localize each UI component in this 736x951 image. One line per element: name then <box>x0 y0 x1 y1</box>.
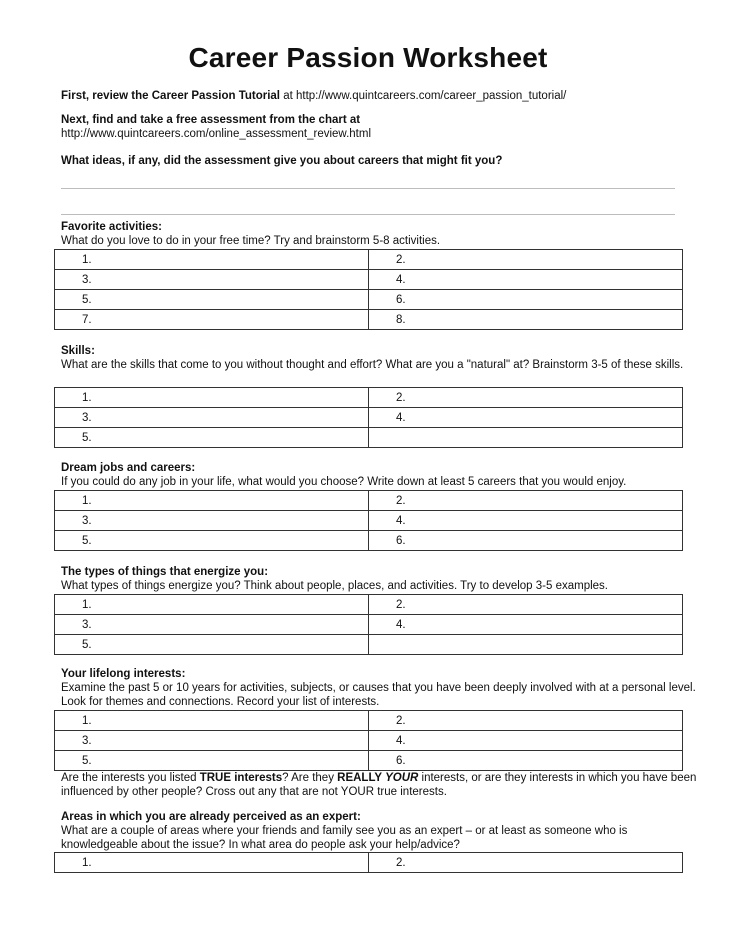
answer-line-1[interactable] <box>61 188 675 189</box>
table-cell[interactable]: 4. <box>369 511 683 531</box>
section-heading-favorite-activities: Favorite activities: <box>61 221 162 233</box>
lifelong-interests-table <box>54 710 683 771</box>
table-cell[interactable]: 4. <box>369 731 683 751</box>
table-row <box>55 615 683 635</box>
intro-first-bold: First, review the Career Passion Tutorial <box>61 90 280 102</box>
table-cell[interactable]: 4. <box>369 408 683 428</box>
page-title: Career Passion Worksheet <box>188 42 548 73</box>
table-cell[interactable]: 3. <box>55 615 369 635</box>
table-cell[interactable]: 6. <box>369 531 683 551</box>
table-cell[interactable]: 5. <box>55 290 369 310</box>
table-row <box>55 270 683 290</box>
table-cell[interactable]: 2. <box>369 388 683 408</box>
table-cell[interactable]: 3. <box>55 270 369 290</box>
table-cell[interactable]: 2. <box>369 853 683 873</box>
section-heading-expert: Areas in which you are already perceived as an expert: <box>61 811 361 823</box>
section-description-skills: What are the skills that come to you without thought and effort? What are you a "natural" at? Brainstorm 3-5 of these skills. <box>61 359 684 371</box>
table-row <box>55 711 683 731</box>
table-cell[interactable]: 4. <box>369 615 683 635</box>
table-row <box>55 388 683 408</box>
table-cell[interactable]: 6. <box>369 290 683 310</box>
table-cell[interactable]: 3. <box>55 511 369 531</box>
table-cell[interactable]: 2. <box>369 491 683 511</box>
table-cell[interactable] <box>369 635 683 655</box>
table-row <box>55 751 683 771</box>
table-row <box>55 408 683 428</box>
section-heading-skills: Skills: <box>61 345 95 357</box>
table-cell[interactable]: 2. <box>369 250 683 270</box>
table-cell[interactable]: 8. <box>369 310 683 330</box>
table-row <box>55 491 683 511</box>
table-row <box>55 250 683 270</box>
section-heading-dream-jobs: Dream jobs and careers: <box>61 462 196 474</box>
intro-first-line <box>61 90 566 102</box>
intro-next-url: http://www.quintcareers.com/online_assessment_review.html <box>61 128 372 140</box>
intro-first-rest: at http://www.quintcareers.com/career_passion_tutorial/ <box>280 90 567 102</box>
table-row <box>55 731 683 751</box>
dream-jobs-table <box>54 490 683 551</box>
table-cell[interactable]: 3. <box>55 408 369 428</box>
table-cell[interactable]: 4. <box>369 270 683 290</box>
table-cell[interactable]: 7. <box>55 310 369 330</box>
table-cell[interactable]: 5. <box>55 751 369 771</box>
table-row <box>55 310 683 330</box>
table-cell[interactable]: 2. <box>369 595 683 615</box>
table-cell[interactable]: 1. <box>55 250 369 270</box>
section-description-energize: What types of things energize you? Think about people, places, and activities. Try to develop 3-5 examples. <box>61 580 608 592</box>
table-cell[interactable]: 1. <box>55 853 369 873</box>
table-row <box>55 531 683 551</box>
assessment-question: What ideas, if any, did the assessment give you about careers that might fit you? <box>61 155 503 167</box>
section-description-lifelong-interests: Examine the past 5 or 10 years for activities, subjects, or causes that you have been deeply involved with at a personal level. Look for themes and connections. Record your list of interests. <box>61 682 696 708</box>
table-row <box>55 853 683 873</box>
table-cell[interactable]: 5. <box>55 428 369 448</box>
table-cell[interactable]: 3. <box>55 731 369 751</box>
interests-note: Are the interests you listed TRUE interests? Are they REALLY YOUR interests, or are they interests in which you have been influenced by other people? Cross out any that are not YOUR true interests. <box>61 772 697 798</box>
answer-line-2[interactable] <box>61 214 675 215</box>
intro-next-line: Next, find and take a free assessment from the chart at <box>61 114 361 126</box>
table-cell[interactable]: 5. <box>55 531 369 551</box>
table-cell[interactable] <box>369 428 683 448</box>
section-description-expert: What are a couple of areas where your friends and family see you as an expert – or at least as someone who is knowledgeable about the issue? In what area do people ask your help/advice? <box>61 825 628 851</box>
table-cell[interactable]: 2. <box>369 711 683 731</box>
section-description-dream-jobs: If you could do any job in your life, what would you choose? Write down at least 5 careers that you would enjoy. <box>61 476 627 488</box>
table-row <box>55 511 683 531</box>
table-cell[interactable]: 5. <box>55 635 369 655</box>
skills-table <box>54 387 683 448</box>
table-row <box>55 290 683 310</box>
expert-table <box>54 852 683 873</box>
table-cell[interactable]: 1. <box>55 711 369 731</box>
table-row <box>55 595 683 615</box>
favorite-activities-table <box>54 249 683 330</box>
table-cell[interactable]: 6. <box>369 751 683 771</box>
table-cell[interactable]: 1. <box>55 388 369 408</box>
energize-table <box>54 594 683 655</box>
table-row <box>55 428 683 448</box>
section-description-favorite-activities: What do you love to do in your free time? Try and brainstorm 5-8 activities. <box>61 235 441 247</box>
section-heading-energize: The types of things that energize you: <box>61 566 269 578</box>
section-heading-lifelong-interests: Your lifelong interests: <box>61 668 186 680</box>
table-row <box>55 635 683 655</box>
table-cell[interactable]: 1. <box>55 595 369 615</box>
table-cell[interactable]: 1. <box>55 491 369 511</box>
